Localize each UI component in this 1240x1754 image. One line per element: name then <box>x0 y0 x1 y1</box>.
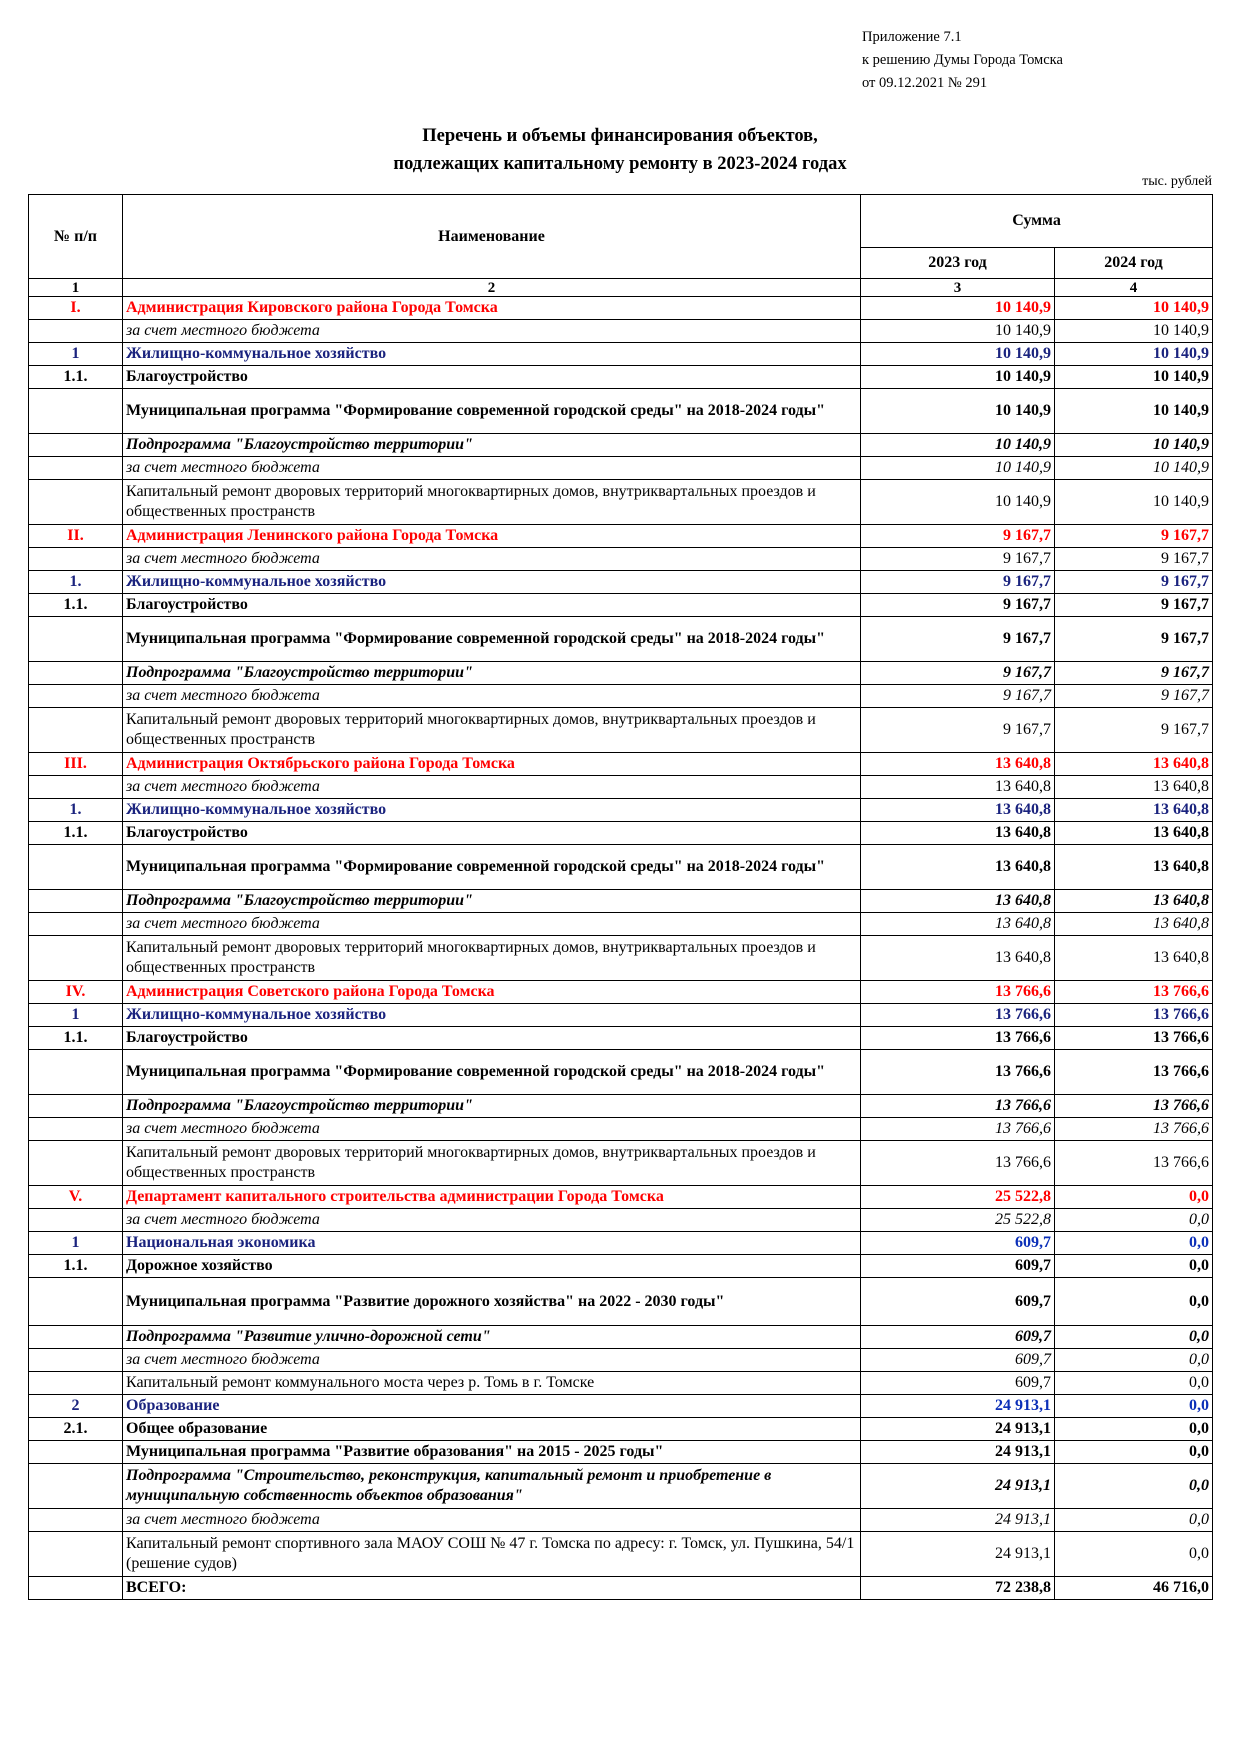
value-2023: 72 238,8 <box>861 1577 1055 1600</box>
value-2024: 0,0 <box>1055 1278 1213 1326</box>
value-2023: 609,7 <box>861 1372 1055 1395</box>
table-row <box>29 845 1213 890</box>
column-number: 2 <box>123 279 861 297</box>
table-row <box>29 617 1213 662</box>
row-number <box>29 708 123 753</box>
header-2023: 2023 год <box>861 248 1055 279</box>
row-number <box>29 1532 123 1577</box>
value-2023: 25 522,8 <box>861 1186 1055 1209</box>
value-2023: 13 640,8 <box>861 776 1055 799</box>
value-2024: 10 140,9 <box>1055 320 1213 343</box>
value-2024: 10 140,9 <box>1055 343 1213 366</box>
row-name: Муниципальная программа "Формирование современной городской среды" на 2018-2024 годы" <box>123 845 861 890</box>
appendix-line: к решению Думы Города Томска <box>862 52 1063 68</box>
row-name: Благоустройство <box>123 366 861 389</box>
value-2023: 9 167,7 <box>861 571 1055 594</box>
row-number: 1. <box>29 571 123 594</box>
row-number: 1. <box>29 799 123 822</box>
title-line: подлежащих капитальному ремонту в 2023-2024 годах <box>393 154 847 174</box>
value-2024: 10 140,9 <box>1055 457 1213 480</box>
row-number <box>29 1118 123 1141</box>
row-name: за счет местного бюджета <box>123 548 861 571</box>
value-2024: 0,0 <box>1055 1372 1213 1395</box>
table-row <box>29 548 1213 571</box>
value-2024: 13 766,6 <box>1055 1118 1213 1141</box>
table-row <box>29 1278 1213 1326</box>
row-number <box>29 1209 123 1232</box>
value-2023: 13 766,6 <box>861 1004 1055 1027</box>
row-name: за счет местного бюджета <box>123 913 861 936</box>
value-2024: 9 167,7 <box>1055 571 1213 594</box>
value-2023: 609,7 <box>861 1349 1055 1372</box>
row-number <box>29 1349 123 1372</box>
value-2023: 10 140,9 <box>861 320 1055 343</box>
row-name: Национальная экономика <box>123 1232 861 1255</box>
table-row <box>29 776 1213 799</box>
value-2024: 13 640,8 <box>1055 753 1213 776</box>
table-row <box>29 343 1213 366</box>
value-2023: 13 640,8 <box>861 822 1055 845</box>
row-name: Капитальный ремонт дворовых территорий многоквартирных домов, внутриквартальных проездов и общественных пространств <box>123 708 861 753</box>
value-2024: 13 640,8 <box>1055 822 1213 845</box>
row-number: V. <box>29 1186 123 1209</box>
appendix-line: от 09.12.2021 № 291 <box>862 75 988 91</box>
row-number <box>29 457 123 480</box>
value-2024: 9 167,7 <box>1055 594 1213 617</box>
value-2023: 9 167,7 <box>861 662 1055 685</box>
row-name: за счет местного бюджета <box>123 776 861 799</box>
value-2023: 609,7 <box>861 1278 1055 1326</box>
value-2024: 0,0 <box>1055 1532 1213 1577</box>
table-row <box>29 571 1213 594</box>
value-2023: 13 640,8 <box>861 890 1055 913</box>
column-number: 1 <box>29 279 123 297</box>
value-2023: 10 140,9 <box>861 366 1055 389</box>
row-number <box>29 1464 123 1509</box>
table-row <box>29 708 1213 753</box>
row-number <box>29 1441 123 1464</box>
row-number <box>29 685 123 708</box>
table-row <box>29 297 1213 320</box>
value-2024: 13 640,8 <box>1055 936 1213 981</box>
value-2023: 9 167,7 <box>861 548 1055 571</box>
table-row <box>29 366 1213 389</box>
row-number: 1.1. <box>29 1255 123 1278</box>
value-2023: 9 167,7 <box>861 594 1055 617</box>
value-2023: 24 913,1 <box>861 1418 1055 1441</box>
table-row <box>29 457 1213 480</box>
value-2023: 13 640,8 <box>861 753 1055 776</box>
value-2024: 0,0 <box>1055 1186 1213 1209</box>
value-2023: 609,7 <box>861 1326 1055 1349</box>
value-2024: 13 766,6 <box>1055 1141 1213 1186</box>
value-2024: 13 640,8 <box>1055 913 1213 936</box>
row-number <box>29 1141 123 1186</box>
row-name: Муниципальная программа "Формирование современной городской среды" на 2018-2024 годы" <box>123 617 861 662</box>
appendix-note <box>862 26 1063 95</box>
value-2024: 0,0 <box>1055 1232 1213 1255</box>
row-name: ВСЕГО: <box>123 1577 861 1600</box>
appendix-line: Приложение 7.1 <box>862 29 962 45</box>
row-number <box>29 1372 123 1395</box>
table-row <box>29 1095 1213 1118</box>
value-2023: 9 167,7 <box>861 708 1055 753</box>
value-2023: 24 913,1 <box>861 1441 1055 1464</box>
row-number <box>29 617 123 662</box>
table-row <box>29 1141 1213 1186</box>
value-2024: 0,0 <box>1055 1509 1213 1532</box>
table-row <box>29 1464 1213 1509</box>
table-row <box>29 1027 1213 1050</box>
row-name: Благоустройство <box>123 1027 861 1050</box>
table-row <box>29 822 1213 845</box>
row-number <box>29 1278 123 1326</box>
row-number <box>29 662 123 685</box>
row-number: 1 <box>29 1004 123 1027</box>
table-row <box>29 525 1213 548</box>
row-number: 2 <box>29 1395 123 1418</box>
row-number <box>29 1509 123 1532</box>
table-row <box>29 480 1213 525</box>
row-name: Образование <box>123 1395 861 1418</box>
title-line: Перечень и объемы финансирования объектов, <box>422 126 818 146</box>
value-2023: 13 766,6 <box>861 1118 1055 1141</box>
row-number <box>29 480 123 525</box>
row-number: I. <box>29 297 123 320</box>
value-2024: 0,0 <box>1055 1326 1213 1349</box>
value-2024: 9 167,7 <box>1055 685 1213 708</box>
value-2024: 9 167,7 <box>1055 708 1213 753</box>
row-number <box>29 1577 123 1600</box>
row-name: Администрация Октябрьского района Города Томска <box>123 753 861 776</box>
value-2024: 13 766,6 <box>1055 1095 1213 1118</box>
units-label: тыс. рублей <box>1142 174 1212 189</box>
document-title <box>0 122 1240 178</box>
table-row <box>29 1532 1213 1577</box>
row-name: Подпрограмма "Строительство, реконструкция, капитальный ремонт и приобретение в муниципальную собственность объектов образования" <box>123 1464 861 1509</box>
row-number: 1 <box>29 1232 123 1255</box>
value-2024: 0,0 <box>1055 1209 1213 1232</box>
row-name: Дорожное хозяйство <box>123 1255 861 1278</box>
row-number <box>29 434 123 457</box>
value-2023: 10 140,9 <box>861 389 1055 434</box>
row-name: Капитальный ремонт дворовых территорий многоквартирных домов, внутриквартальных проездов и общественных пространств <box>123 480 861 525</box>
row-name: Департамент капитального строительства администрации Города Томска <box>123 1186 861 1209</box>
value-2023: 10 140,9 <box>861 343 1055 366</box>
value-2023: 609,7 <box>861 1232 1055 1255</box>
value-2024: 10 140,9 <box>1055 389 1213 434</box>
value-2023: 9 167,7 <box>861 525 1055 548</box>
row-name: Капитальный ремонт коммунального моста через р. Томь в г. Томске <box>123 1372 861 1395</box>
row-name: Муниципальная программа "Формирование современной городской среды" на 2018-2024 годы" <box>123 389 861 434</box>
value-2023: 13 640,8 <box>861 936 1055 981</box>
row-name: Подпрограмма "Благоустройство территории" <box>123 434 861 457</box>
table-row <box>29 685 1213 708</box>
row-number <box>29 845 123 890</box>
value-2023: 10 140,9 <box>861 297 1055 320</box>
header-sum: Сумма <box>861 195 1213 248</box>
row-name: Капитальный ремонт дворовых территорий многоквартирных домов, внутриквартальных проездов и общественных пространств <box>123 936 861 981</box>
row-number <box>29 1326 123 1349</box>
value-2024: 9 167,7 <box>1055 525 1213 548</box>
table-row <box>29 1349 1213 1372</box>
value-2023: 24 913,1 <box>861 1532 1055 1577</box>
value-2024: 13 766,6 <box>1055 1050 1213 1095</box>
row-name: Администрация Советского района Города Томска <box>123 981 861 1004</box>
row-name: Подпрограмма "Благоустройство территории" <box>123 1095 861 1118</box>
value-2023: 13 766,6 <box>861 1095 1055 1118</box>
value-2023: 13 766,6 <box>861 1050 1055 1095</box>
row-name: за счет местного бюджета <box>123 320 861 343</box>
row-name: Подпрограмма "Развитие улично-дорожной сети" <box>123 1326 861 1349</box>
row-number: III. <box>29 753 123 776</box>
table-row <box>29 753 1213 776</box>
table-row <box>29 1050 1213 1095</box>
value-2023: 10 140,9 <box>861 434 1055 457</box>
table-row <box>29 1418 1213 1441</box>
value-2024: 9 167,7 <box>1055 548 1213 571</box>
row-number: 1.1. <box>29 366 123 389</box>
table-row <box>29 1372 1213 1395</box>
row-number <box>29 776 123 799</box>
value-2024: 0,0 <box>1055 1349 1213 1372</box>
row-name: Подпрограмма "Благоустройство территории" <box>123 890 861 913</box>
row-name: Администрация Ленинского района Города Томска <box>123 525 861 548</box>
table-row <box>29 890 1213 913</box>
value-2024: 13 640,8 <box>1055 799 1213 822</box>
row-name: Муниципальная программа "Развитие дорожного хозяйства" на 2022 - 2030 годы" <box>123 1278 861 1326</box>
row-name: Муниципальная программа "Развитие образования" на 2015 - 2025 годы" <box>123 1441 861 1464</box>
value-2023: 13 640,8 <box>861 845 1055 890</box>
row-number <box>29 890 123 913</box>
row-number <box>29 548 123 571</box>
value-2024: 13 766,6 <box>1055 1027 1213 1050</box>
value-2023: 13 766,6 <box>861 981 1055 1004</box>
value-2023: 10 140,9 <box>861 480 1055 525</box>
row-name: за счет местного бюджета <box>123 1509 861 1532</box>
value-2024: 10 140,9 <box>1055 434 1213 457</box>
value-2024: 9 167,7 <box>1055 662 1213 685</box>
value-2024: 13 640,8 <box>1055 890 1213 913</box>
value-2024: 0,0 <box>1055 1395 1213 1418</box>
value-2023: 9 167,7 <box>861 617 1055 662</box>
table-row <box>29 1232 1213 1255</box>
row-number <box>29 389 123 434</box>
table-row <box>29 1209 1213 1232</box>
value-2023: 13 766,6 <box>861 1027 1055 1050</box>
table-row <box>29 389 1213 434</box>
row-number <box>29 1095 123 1118</box>
table-row <box>29 1326 1213 1349</box>
table-row <box>29 1395 1213 1418</box>
value-2024: 0,0 <box>1055 1464 1213 1509</box>
row-name: за счет местного бюджета <box>123 457 861 480</box>
value-2023: 25 522,8 <box>861 1209 1055 1232</box>
row-name: Общее образование <box>123 1418 861 1441</box>
table-row <box>29 1577 1213 1600</box>
row-number: 1.1. <box>29 594 123 617</box>
value-2024: 10 140,9 <box>1055 297 1213 320</box>
row-number: 1.1. <box>29 822 123 845</box>
table-row <box>29 1186 1213 1209</box>
table-row <box>29 1441 1213 1464</box>
row-number <box>29 936 123 981</box>
row-name: за счет местного бюджета <box>123 1118 861 1141</box>
row-number <box>29 320 123 343</box>
table-row <box>29 662 1213 685</box>
value-2024: 13 640,8 <box>1055 845 1213 890</box>
value-2024: 13 766,6 <box>1055 981 1213 1004</box>
column-number: 4 <box>1055 279 1213 297</box>
table-row <box>29 913 1213 936</box>
row-name: Администрация Кировского района Города Томска <box>123 297 861 320</box>
row-name: Жилищно-коммунальное хозяйство <box>123 1004 861 1027</box>
value-2024: 13 766,6 <box>1055 1004 1213 1027</box>
row-name: Капитальный ремонт дворовых территорий многоквартирных домов, внутриквартальных проездов и общественных пространств <box>123 1141 861 1186</box>
table-row <box>29 936 1213 981</box>
row-name: за счет местного бюджета <box>123 1209 861 1232</box>
table-row <box>29 799 1213 822</box>
value-2024: 9 167,7 <box>1055 617 1213 662</box>
table-row <box>29 320 1213 343</box>
row-name: Жилищно-коммунальное хозяйство <box>123 343 861 366</box>
row-name: Капитальный ремонт спортивного зала МАОУ СОШ № 47 г. Томска по адресу: г. Томск, ул. Пушкина, 54/1 (решение судов) <box>123 1532 861 1577</box>
value-2023: 13 640,8 <box>861 799 1055 822</box>
row-number: 2.1. <box>29 1418 123 1441</box>
value-2023: 609,7 <box>861 1255 1055 1278</box>
header-2024: 2024 год <box>1055 248 1213 279</box>
value-2024: 46 716,0 <box>1055 1577 1213 1600</box>
row-name: за счет местного бюджета <box>123 685 861 708</box>
value-2024: 0,0 <box>1055 1418 1213 1441</box>
row-number: II. <box>29 525 123 548</box>
table-row <box>29 1118 1213 1141</box>
row-name: Муниципальная программа "Формирование современной городской среды" на 2018-2024 годы" <box>123 1050 861 1095</box>
value-2023: 13 766,6 <box>861 1141 1055 1186</box>
row-number: IV. <box>29 981 123 1004</box>
table-row <box>29 1509 1213 1532</box>
table-row <box>29 594 1213 617</box>
table-row <box>29 1255 1213 1278</box>
row-number <box>29 913 123 936</box>
row-name: Благоустройство <box>123 822 861 845</box>
table-row <box>29 434 1213 457</box>
value-2024: 13 640,8 <box>1055 776 1213 799</box>
row-number: 1.1. <box>29 1027 123 1050</box>
row-name: Жилищно-коммунальное хозяйство <box>123 571 861 594</box>
row-number <box>29 1050 123 1095</box>
row-name: Благоустройство <box>123 594 861 617</box>
row-name: за счет местного бюджета <box>123 1349 861 1372</box>
value-2024: 0,0 <box>1055 1441 1213 1464</box>
value-2023: 10 140,9 <box>861 457 1055 480</box>
table-row <box>29 981 1213 1004</box>
row-number: 1 <box>29 343 123 366</box>
header-name: Наименование <box>123 195 861 279</box>
value-2023: 24 913,1 <box>861 1395 1055 1418</box>
table-row <box>29 1004 1213 1027</box>
row-name: Жилищно-коммунальное хозяйство <box>123 799 861 822</box>
value-2024: 10 140,9 <box>1055 480 1213 525</box>
value-2024: 10 140,9 <box>1055 366 1213 389</box>
value-2023: 9 167,7 <box>861 685 1055 708</box>
value-2023: 13 640,8 <box>861 913 1055 936</box>
column-number: 3 <box>861 279 1055 297</box>
row-name: Подпрограмма "Благоустройство территории" <box>123 662 861 685</box>
value-2023: 24 913,1 <box>861 1509 1055 1532</box>
value-2023: 24 913,1 <box>861 1464 1055 1509</box>
financing-table <box>28 194 1213 1600</box>
value-2024: 0,0 <box>1055 1255 1213 1278</box>
header-num: № п/п <box>29 195 123 279</box>
